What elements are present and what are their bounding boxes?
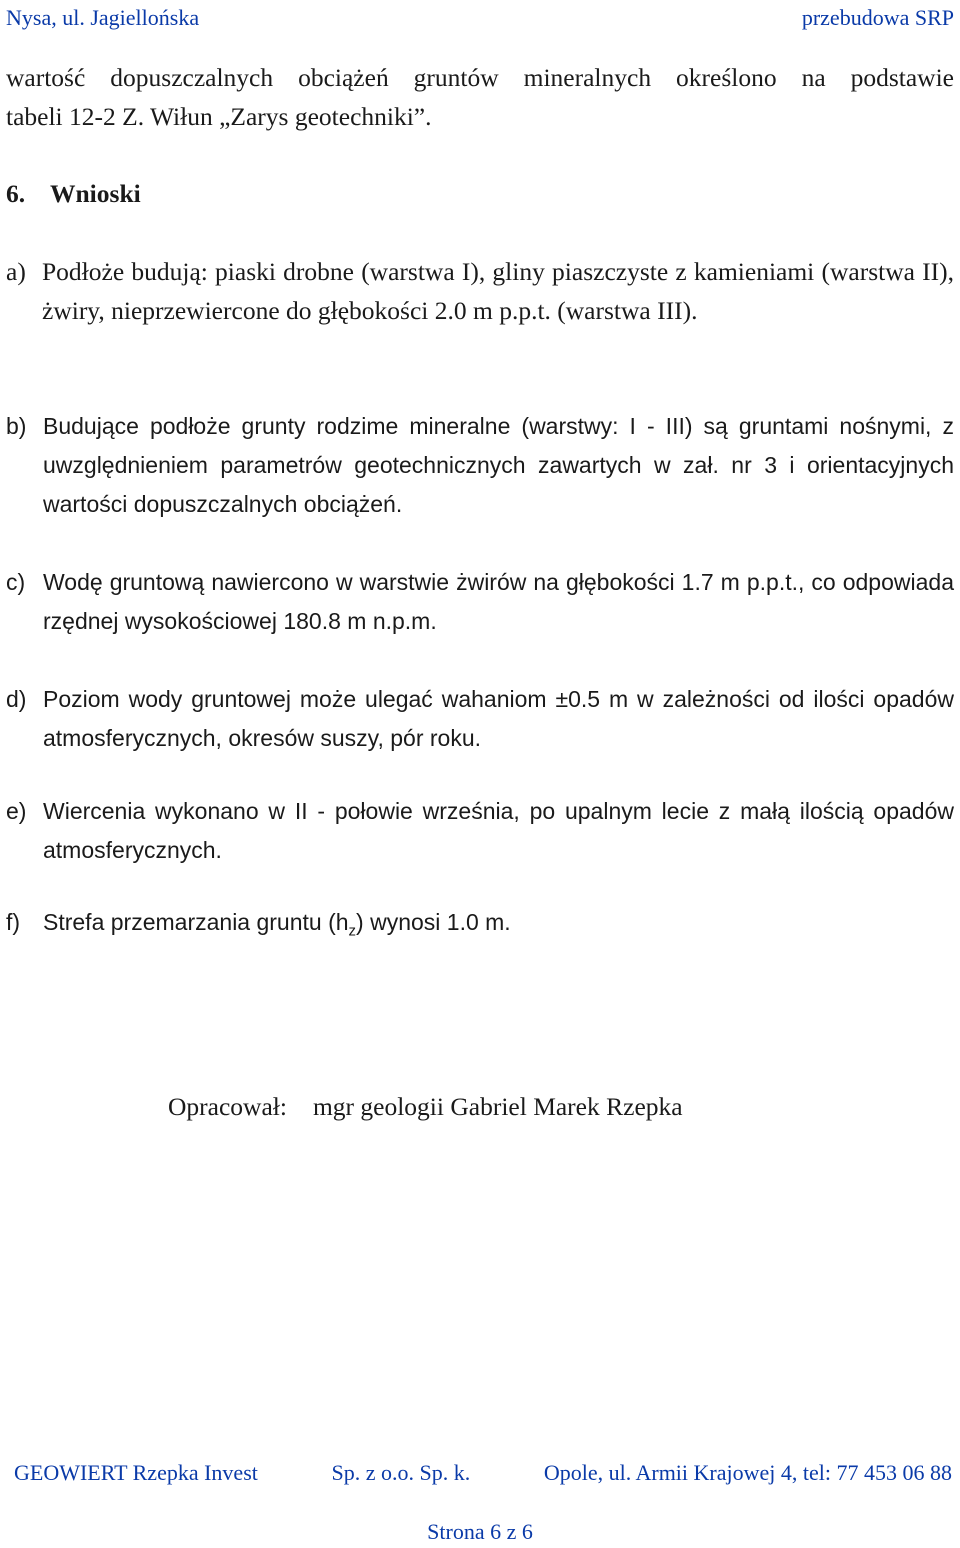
section-title: Wnioski bbox=[50, 179, 141, 208]
conclusion-item-b bbox=[6, 407, 954, 524]
conclusion-item-f bbox=[6, 903, 954, 951]
item-text-after: ) wynosi 1.0 m. bbox=[356, 909, 511, 935]
item-text: Wiercenia wykonano w II - połowie września, po upalnym lecie z małą ilością opadów atmosferycznych. bbox=[43, 798, 954, 863]
conclusion-item-c bbox=[6, 563, 954, 641]
page-header bbox=[6, 4, 954, 32]
footer-address: Opole, ul. Armii Krajowej 4, tel: 77 453 06 88 bbox=[543, 1460, 952, 1485]
item-label: b) bbox=[6, 413, 27, 439]
item-text: Budujące podłoże grunty rodzime mineralne (warstwy: I - III) są gruntami nośnymi, z uwzględnieniem parametrów geotechnicznych zawartych w zał. nr 3 i orientacyjnych wartości dopuszczalnych obciążeń. bbox=[43, 413, 954, 517]
page-number: Strona 6 z 6 bbox=[427, 1519, 533, 1544]
item-label: a) bbox=[6, 257, 26, 286]
item-label: c) bbox=[6, 569, 26, 595]
section-number: 6. bbox=[6, 179, 26, 208]
signature-block bbox=[168, 1087, 683, 1126]
item-label: d) bbox=[6, 686, 27, 712]
item-text: Wodę gruntową nawiercono w warstwie żwirów na głębokości 1.7 m p.p.t., co odpowiada rzędnej wysokościowej 180.8 m n.p.m. bbox=[43, 569, 954, 634]
item-label: f) bbox=[6, 909, 21, 935]
header-project: przebudowa SRP bbox=[801, 5, 954, 30]
conclusion-item-e bbox=[6, 792, 954, 870]
header-location: Nysa, ul. Jagiellońska bbox=[6, 5, 200, 30]
item-text bbox=[43, 903, 954, 951]
item-text: Poziom wody gruntowej może ulegać wahaniom ±0.5 m w zależności od ilości opadów atmosferycznych, okresów suszy, pór roku. bbox=[43, 686, 954, 751]
conclusion-item-d bbox=[6, 680, 954, 758]
intro-line-2: tabeli 12-2 Z. Wiłun „Zarys geotechniki”. bbox=[6, 102, 432, 131]
page-footer bbox=[14, 1459, 952, 1487]
intro-line-1: wartość dopuszczalnych obciążeń gruntów mineralnych określono na podstawie bbox=[6, 63, 954, 92]
signature-name: mgr geologii Gabriel Marek Rzepka bbox=[312, 1092, 683, 1121]
item-text-before: Strefa przemarzania gruntu (h bbox=[43, 909, 349, 935]
signature-role: Opracował: bbox=[168, 1092, 287, 1121]
conclusion-item-a bbox=[6, 252, 954, 330]
footer-company: GEOWIERT Rzepka Invest bbox=[14, 1460, 258, 1485]
section-heading bbox=[6, 174, 141, 213]
item-subscript: z bbox=[348, 922, 357, 940]
item-label: e) bbox=[6, 798, 27, 824]
item-text: Podłoże budują: piaski drobne (warstwa I), gliny piaszczyste z kamieniami (warstwa II), żwiry, nieprzewiercone do głębokości 2.0 m p.p.t. (warstwa III). bbox=[42, 257, 954, 325]
intro-paragraph bbox=[6, 58, 954, 136]
footer-legal-form: Sp. z o.o. Sp. k. bbox=[331, 1460, 471, 1485]
